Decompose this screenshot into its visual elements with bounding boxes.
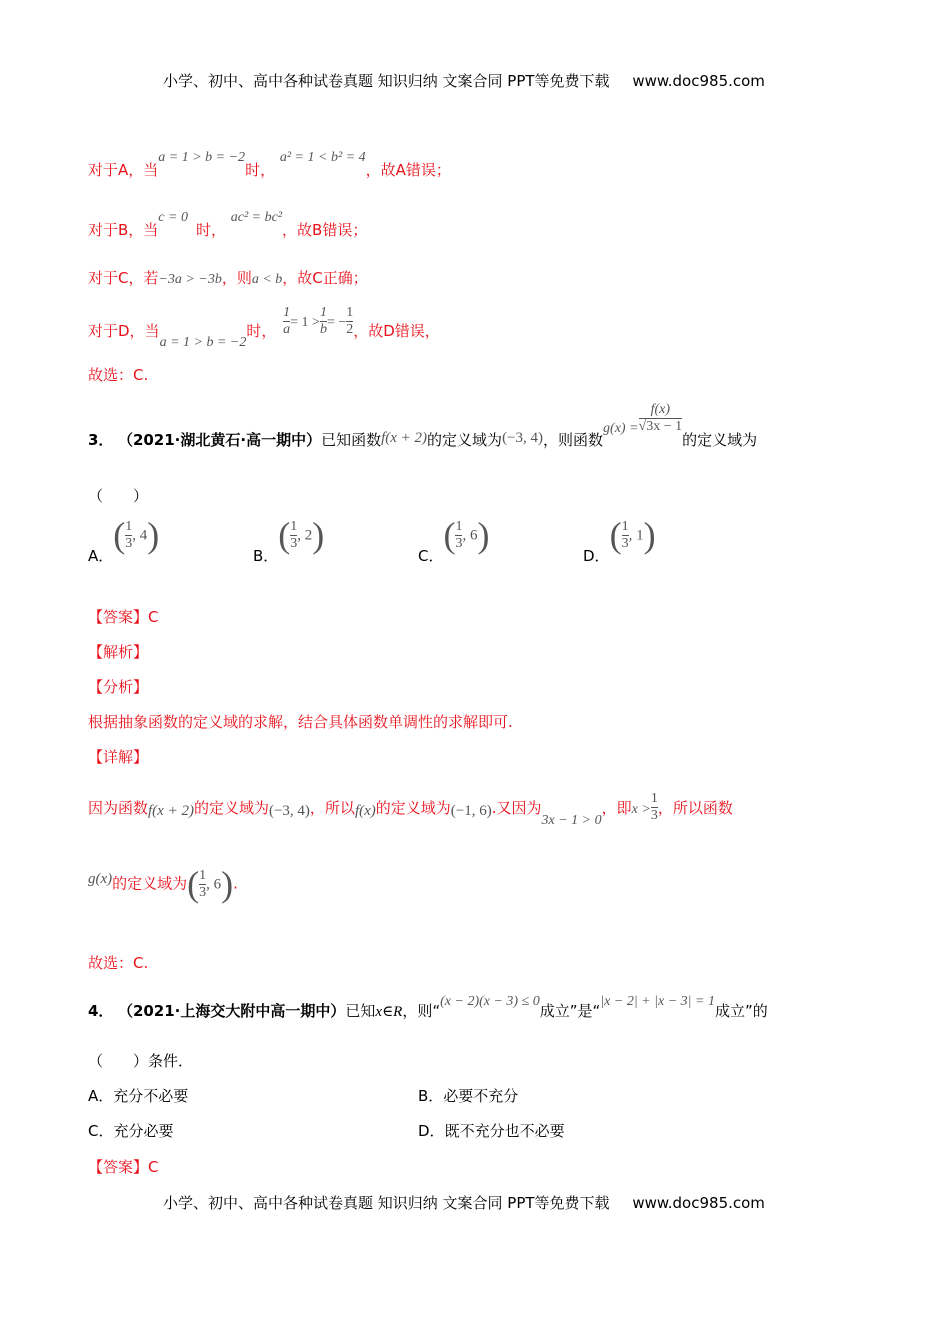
q3-answer: 【答案】C	[88, 608, 159, 626]
option-text: 充分不必要	[113, 1087, 189, 1105]
page-header	[163, 70, 765, 91]
option-label: C．	[418, 546, 444, 565]
footer-title: 小学、初中、高中各种试卷真题 知识归纳 文案合同 PPT等免费下载	[163, 1194, 610, 1212]
detail-ineq: 3x − 1 > 0	[541, 813, 602, 828]
footer-site: www.doc985.com	[632, 1194, 765, 1212]
frac-eq2: = −	[326, 315, 347, 330]
q3-dom1: (−3, 4)	[502, 430, 544, 446]
detail2: 的定义域为	[193, 799, 269, 817]
option-text: 既不充分也不必要	[444, 1122, 565, 1140]
detail-six: 6	[213, 876, 222, 893]
option-text: 必要不充分	[443, 1087, 519, 1105]
line-a-pre: 对于A，当	[88, 161, 159, 179]
q3-option-a[interactable]: A．( $\frac{1}{3}$ , 4)	[88, 515, 160, 565]
q3-detail-line2: g(x)的定义域为( $\frac{1}{3}$ , 6).	[88, 864, 238, 904]
q3-text1: 已知函数	[321, 431, 382, 449]
line-d-pre: 对于D，当	[88, 322, 160, 340]
option-upper: 4	[139, 527, 148, 544]
frac-b-num: 1	[319, 305, 327, 320]
q4-option-a[interactable]	[88, 1085, 188, 1106]
detail5: .又因为	[491, 799, 542, 817]
frac-half-den: 2	[346, 322, 354, 337]
q3-question	[88, 397, 757, 447]
frac-1-over-b	[320, 305, 327, 338]
frac-a-den: a	[283, 322, 291, 337]
line-d-math1: a = 1 > b = −2	[159, 335, 247, 350]
solution-line-d	[88, 305, 440, 350]
option-upper: 6	[469, 527, 478, 544]
page-footer	[163, 1192, 765, 1213]
q3-blank: （ ）	[88, 487, 149, 505]
option-label: D．	[418, 1122, 445, 1140]
frac-b-den: b	[319, 322, 327, 337]
line-d-mid: 时，	[246, 322, 277, 340]
q4-number: 4．	[88, 1002, 114, 1020]
q3-fenxi-text: 根据抽象函数的定义域的求解，结合具体函数单调性的求解即可.	[88, 713, 513, 731]
detail1: 因为函数	[88, 799, 149, 817]
line-b-math1: c = 0	[158, 210, 188, 225]
line-a-mid: 时，	[245, 161, 276, 179]
header-site: www.doc985.com	[632, 72, 765, 90]
frac-a-num: 1	[283, 305, 291, 320]
option-label: C．	[88, 1122, 114, 1140]
header-title: 小学、初中、高中各种试卷真题 知识归纳 文案合同 PPT等免费下载	[163, 72, 610, 90]
q3-number: 3．	[88, 431, 114, 449]
q3-jiexi: 【解析】	[88, 643, 149, 661]
q3-option-b[interactable]: B．( $\frac{1}{3}$ , 2)	[253, 515, 325, 565]
detail-fx2: f(x + 2)	[148, 803, 194, 819]
third-num: 1	[650, 791, 658, 806]
line-b-mid: 时，	[195, 221, 226, 239]
q4-text3: 成立”是“	[539, 1002, 601, 1020]
q4-xinr: x∈R	[375, 1004, 403, 1020]
line-b-pre: 对于B，当	[88, 221, 159, 239]
detail-frac-num: 1	[199, 867, 207, 883]
option-text: 充分必要	[113, 1122, 174, 1140]
q3-g-frac	[639, 402, 683, 435]
detail-fx: f(x)	[354, 803, 376, 819]
q2-conclusion: 故选：C.	[88, 366, 149, 384]
option-label: A．	[88, 1087, 114, 1105]
option-label: B．	[418, 1087, 444, 1105]
q4-question	[88, 985, 768, 1025]
line-c-mid: ，则	[221, 269, 252, 287]
solution-line-c	[88, 267, 368, 288]
q3-xiangjie: 【详解】	[88, 748, 149, 766]
q3-g-lhs: g(x) =	[603, 421, 639, 436]
q3-text2: 的定义域为	[427, 431, 503, 449]
q3-text3: ，则函数	[543, 431, 604, 449]
option-label: D．	[583, 546, 610, 565]
option-den: 3	[125, 535, 133, 551]
detail-gx: g(x)	[88, 870, 113, 887]
line-a-post: ，故A错误；	[365, 161, 451, 179]
solution-line-b	[88, 210, 368, 240]
q4-answer: 【答案】C	[88, 1158, 159, 1176]
third-den: 3	[650, 808, 658, 823]
solution-line-a	[88, 150, 451, 180]
q4-source: （2021·上海交大附中高一期中）	[125, 1002, 346, 1020]
line-a-math2: a² = 1 < b² = 4	[279, 150, 366, 165]
detail4: 的定义域为	[375, 799, 451, 817]
q3-fx2: f(x + 2)	[381, 430, 428, 446]
q3-text4: 的定义域为	[682, 431, 758, 449]
detail-dom1: (−3, 4)	[268, 803, 310, 819]
detail-third	[651, 791, 658, 824]
option-label: A．	[88, 546, 114, 565]
q3-source: （2021·湖北黄石·高一期中）	[125, 431, 322, 449]
q4-option-b[interactable]	[418, 1085, 518, 1106]
detail-frac-den: 3	[199, 884, 207, 900]
q4-text2: ，则“	[402, 1002, 441, 1020]
q4-option-c[interactable]	[88, 1120, 174, 1141]
option-num: 1	[125, 518, 133, 534]
q3-detail-line1	[88, 775, 733, 828]
line-c-pre: 对于C，若	[88, 269, 159, 287]
option-den: 3	[621, 535, 629, 551]
line-c-post: ，故C正确；	[282, 269, 368, 287]
option-den: 3	[455, 535, 463, 551]
q3-fenxi: 【分析】	[88, 678, 149, 696]
line-b-math2: ac² = bc²	[230, 210, 283, 225]
q4-text4: 成立”的	[714, 1002, 768, 1020]
q3-g-num: f(x)	[650, 402, 671, 417]
detail8: 的定义域为	[112, 874, 188, 893]
line-c-math1: −3a > −3b	[158, 272, 222, 287]
detail-dom2: (−1, 6)	[450, 803, 492, 819]
option-num: 1	[290, 518, 298, 534]
option-num: 1	[621, 518, 629, 534]
detail6: ，即	[601, 799, 632, 817]
frac-eq1: = 1 >	[290, 315, 320, 330]
line-a-math1: a = 1 > b = −2	[158, 150, 246, 165]
option-num: 1	[455, 518, 463, 534]
line-b-post: ，故B错误；	[282, 221, 368, 239]
line-d-post: ，故D错误，	[353, 322, 440, 340]
q4-cond2: |x − 2| + |x − 3| = 1	[600, 994, 715, 1009]
q3-option-d[interactable]: D．( $\frac{1}{3}$ , 1)	[583, 515, 656, 565]
q4-text1: 已知	[345, 1002, 376, 1020]
q3-g-den: √3x − 1	[638, 419, 683, 434]
option-upper: 1	[636, 527, 644, 544]
detail-xgt: x >	[631, 802, 651, 817]
q4-option-d[interactable]	[418, 1120, 565, 1141]
option-label: B．	[253, 546, 279, 565]
option-upper: 2	[304, 527, 313, 544]
q3-option-c[interactable]: C．( $\frac{1}{3}$ , 6)	[418, 515, 490, 565]
q3-conclusion: 故选：C.	[88, 954, 149, 972]
frac-half-num: 1	[346, 305, 354, 320]
q4-cond1: (x − 2)(x − 3) ≤ 0	[440, 994, 540, 1009]
q4-blank: （ ）条件．	[88, 1052, 194, 1070]
detail7: ，所以函数	[657, 799, 733, 817]
detail3: ，所以	[309, 799, 355, 817]
option-den: 3	[290, 535, 298, 551]
line-c-math2: a < b	[251, 272, 283, 287]
